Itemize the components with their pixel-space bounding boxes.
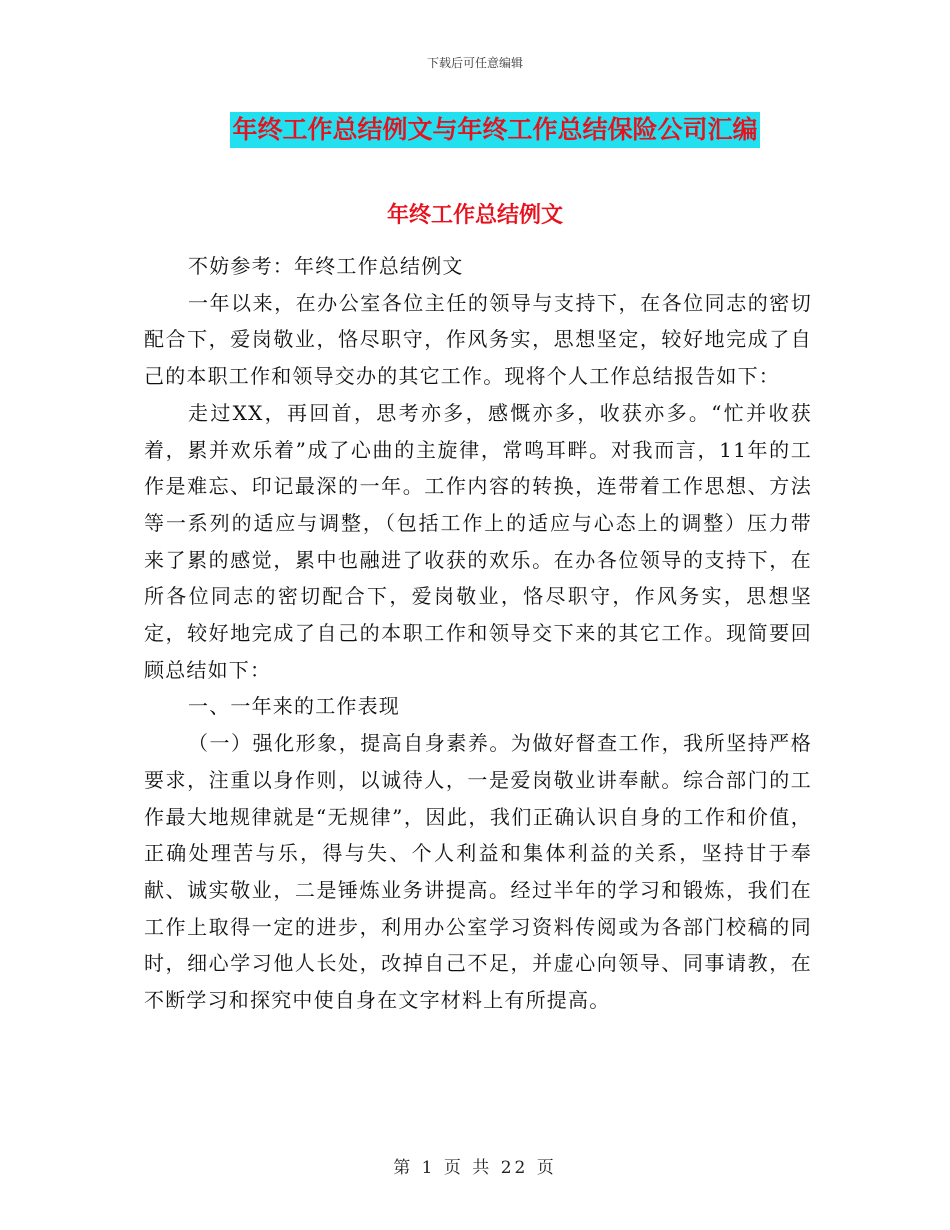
paragraph-image-quality: （一）强化形象，提高自身素养。为做好督查工作，我所坚持严格要求，注重以身作则，以诚待人，一是爱岗敬业讲奉献。综合部门的工作最大地规律就是“无规律”，因此，我们正确认识自身的工作和价值，正确处理苦与乐，得与失、个人利益和集体利益的关系，坚持甘于奉献、诚实敬业，二是锤炼业务讲提高。经过半年的学习和锻炼，我们在工作上取得一定的进步，利用办公室学习资料传阅或为各部门校稿的同时，细心学习他人长处，改掉自己不足，并虚心向领导、同事请教，在不断学习和探究中使自身在文字材料上有所提高。 <box>144 731 812 1013</box>
main-title-container <box>0 112 950 148</box>
paragraph-review: 走过XX，再回首，思考亦多，感慨亦多，收获亦多。“忙并收获着，累并欢乐着”成了心曲的主旋律，常鸣耳畔。对我而言，11年的工作是难忘、印记最深的一年。工作内容的转换，连带着工作思想、方法等一系列的适应与调整，（包括工作上的适应与心态上的调整）压力带来了累的感觉，累中也融进了收获的欢乐。在办各位领导的支持下，在所各位同志的密切配合下，爱岗敬业，恪尽职守，作风务实，思想坚定，较好地完成了自己的本职工作和领导交下来的其它工作。现简要回顾总结如下： <box>144 400 812 682</box>
paragraph-intro: 一年以来，在办公室各位主任的领导与支持下，在各位同志的密切配合下，爱岗敬业，恪尽职守，作风务实，思想坚定，较好地完成了自己的本职工作和领导交办的其它工作。现将个人工作总结报告如下： <box>144 290 812 389</box>
page-number-footer: 第 1 页 共 22 页 <box>393 1158 557 1178</box>
document-body <box>144 248 812 1019</box>
paragraph-reference: 不妨参考：年终工作总结例文 <box>188 254 464 278</box>
section-title: 年终工作总结例文 <box>386 203 563 228</box>
paragraph-heading-work-performance: 一、一年来的工作表现 <box>188 694 400 719</box>
document-main-title: 年终工作总结例文与年终工作总结保险公司汇编 <box>230 112 759 148</box>
header-note: 下载后可任意编辑 <box>426 56 523 70</box>
